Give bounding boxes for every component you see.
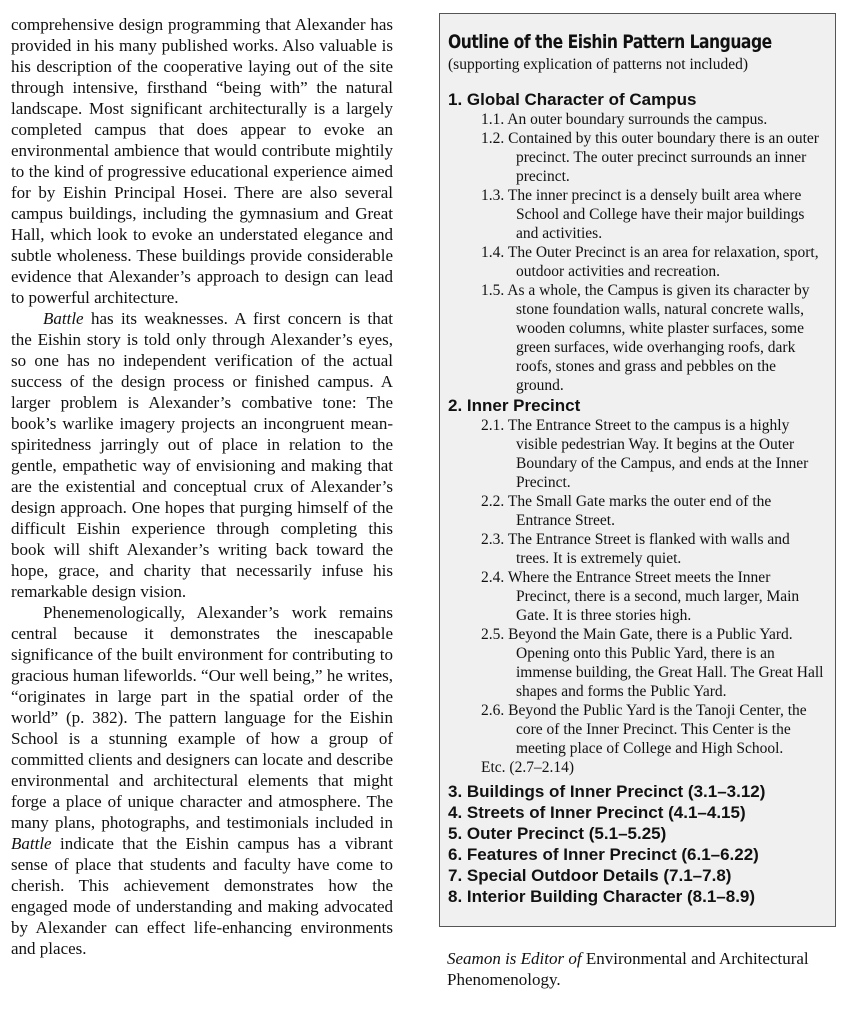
outline-item: 2.2. The Small Gate marks the outer end of the Entrance Street. (481, 493, 772, 529)
section-2-list (448, 416, 825, 758)
outline-item: 1.5. As a whole, the Campus is given its character by stone foundation walls, natural concrete walls, wooden columns, white plaster surfaces, some green surfaces, wide overhanging roofs, dark roofs, stones and grass and pebbles on the ground. (481, 282, 810, 394)
section-heading: 7. Special Outdoor Details (7.1–7.8) (448, 866, 732, 885)
outline-item: 1.4. The Outer Precinct is an area for relaxation, sport, outdoor activities and recreation. (481, 244, 819, 280)
credit-italic: Seamon is Editor of (447, 949, 582, 968)
outline-item: 2.4. Where the Entrance Street meets the Inner Precinct, there is a second, much larger, Main Gate. It is three stories high. (481, 569, 800, 624)
paragraph-3-text-b: indicate that the Eishin campus has a vibrant sense of place that students and faculty have come to cherish. This achievement demonstrates how the engaged mode of understanding and making advocated by Alexander can effect life-enhancing environments and places. (11, 834, 393, 958)
section-heading: 3. Buildings of Inner Precinct (3.1–3.12) (448, 782, 766, 801)
section-heading: 6. Features of Inner Precinct (6.1–6.22) (448, 845, 759, 864)
paragraph-2-text: has its weaknesses. A first concern is that the Eishin story is told only through Alexander’s eyes, so one has no independent verification of the actual success of the design process or finished campus. A larger problem is Alexander’s combative tone: The book’s warlike imagery projects an incongruent mean-spiritedness jarringly out of place in relation to the gentle, empathetic way of envisioning and making that are the existential and conceptual crux of Alexander’s design approach. One hopes that purging himself of the difficult Eishin experience through completing this book will shift Alexander’s writing back toward the hope, grace, and charity that necessarily infuse his remarkable design vision. (11, 309, 393, 601)
outline-subtitle: (supporting explication of patterns not included) (448, 56, 749, 73)
paragraph-3 (11, 602, 393, 959)
author-credit (447, 948, 837, 990)
section-heading: 4. Streets of Inner Precinct (4.1–4.15) (448, 803, 746, 822)
section-heading: 5. Outer Precinct (5.1–5.25) (448, 824, 667, 843)
paragraph-2 (11, 308, 393, 602)
section-heading: 8. Interior Building Character (8.1–8.9) (448, 887, 756, 906)
outline-item: 2.6. Beyond the Public Yard is the Tanoji Center, the core of the Inner Precinct. This Center is the meeting place of College and High School. (481, 702, 807, 757)
remaining-sections (448, 781, 825, 907)
outline-item: 1.2. Contained by this outer boundary there is an outer precinct. The outer precinct surrounds an inner precinct. (481, 130, 819, 185)
credit-text: Environmental and Architectural Phenomenology. (447, 949, 809, 989)
outline-item: 1.3. The inner precinct is a densely built area where School and College have their major buildings and activities. (481, 187, 805, 242)
outline-etc: Etc. (2.7–2.14) (481, 759, 574, 776)
book-title: Battle (43, 309, 84, 328)
outline-item: 2.1. The Entrance Street to the campus is a highly visible pedestrian Way. It begins at the Outer Boundary of the Campus, and ends at the Inner Precinct. (481, 417, 809, 491)
section-1-list (448, 110, 825, 395)
section-heading: 1. Global Character of Campus (448, 90, 697, 109)
outline-item: 2.5. Beyond the Main Gate, there is a Public Yard. Opening onto this Public Yard, there is an immense building, the Great Hall. The Great Hall shapes and forms the Public Yard. (481, 626, 824, 700)
section-heading: 2. Inner Precinct (448, 396, 581, 415)
outline-item: 1.1. An outer boundary surrounds the campus. (481, 111, 768, 128)
article-column (11, 14, 393, 959)
pattern-outline-box (439, 13, 836, 927)
paragraph-3-text-a: Phenemenologically, Alexander’s work remains central because it demonstrates the inescapable significance of the built environment for contributing to gracious human lifeworlds. “Our well being,” he writes, “originates in large part in the spatial order of the world” (p. 382). The pattern language for the Eishin School is a stunning example of how a group of committed clients and designers can locate and describe environmental and architectural elements that might forge a place of unique character and atmosphere. The many plans, photographs, and testimonials included in (11, 603, 393, 832)
paragraph-1: comprehensive design programming that Alexander has provided in his many published works. Also valuable is his description of the cooperative laying out of the site through intensive, firsthand “being with” the natural landscape. Most significant architecturally is a largely completed campus that does appear to evoke an environmental ambience that would contribute mightily to the kind of progressive educational experience aimed for by Eishin Principal Hosei. There are also several campus buildings, including the gymnasium and Great Hall, which look to evoke an understated elegance and subtle wholeness. These buildings provide considerable evidence that Alexander’s approach to design can lead to powerful architecture. (11, 15, 393, 307)
outline-title: Outline of the Eishin Pattern Language (448, 31, 772, 53)
book-title: Battle (11, 834, 52, 853)
outline-item: 2.3. The Entrance Street is flanked with walls and trees. It is extremely quiet. (481, 531, 790, 567)
